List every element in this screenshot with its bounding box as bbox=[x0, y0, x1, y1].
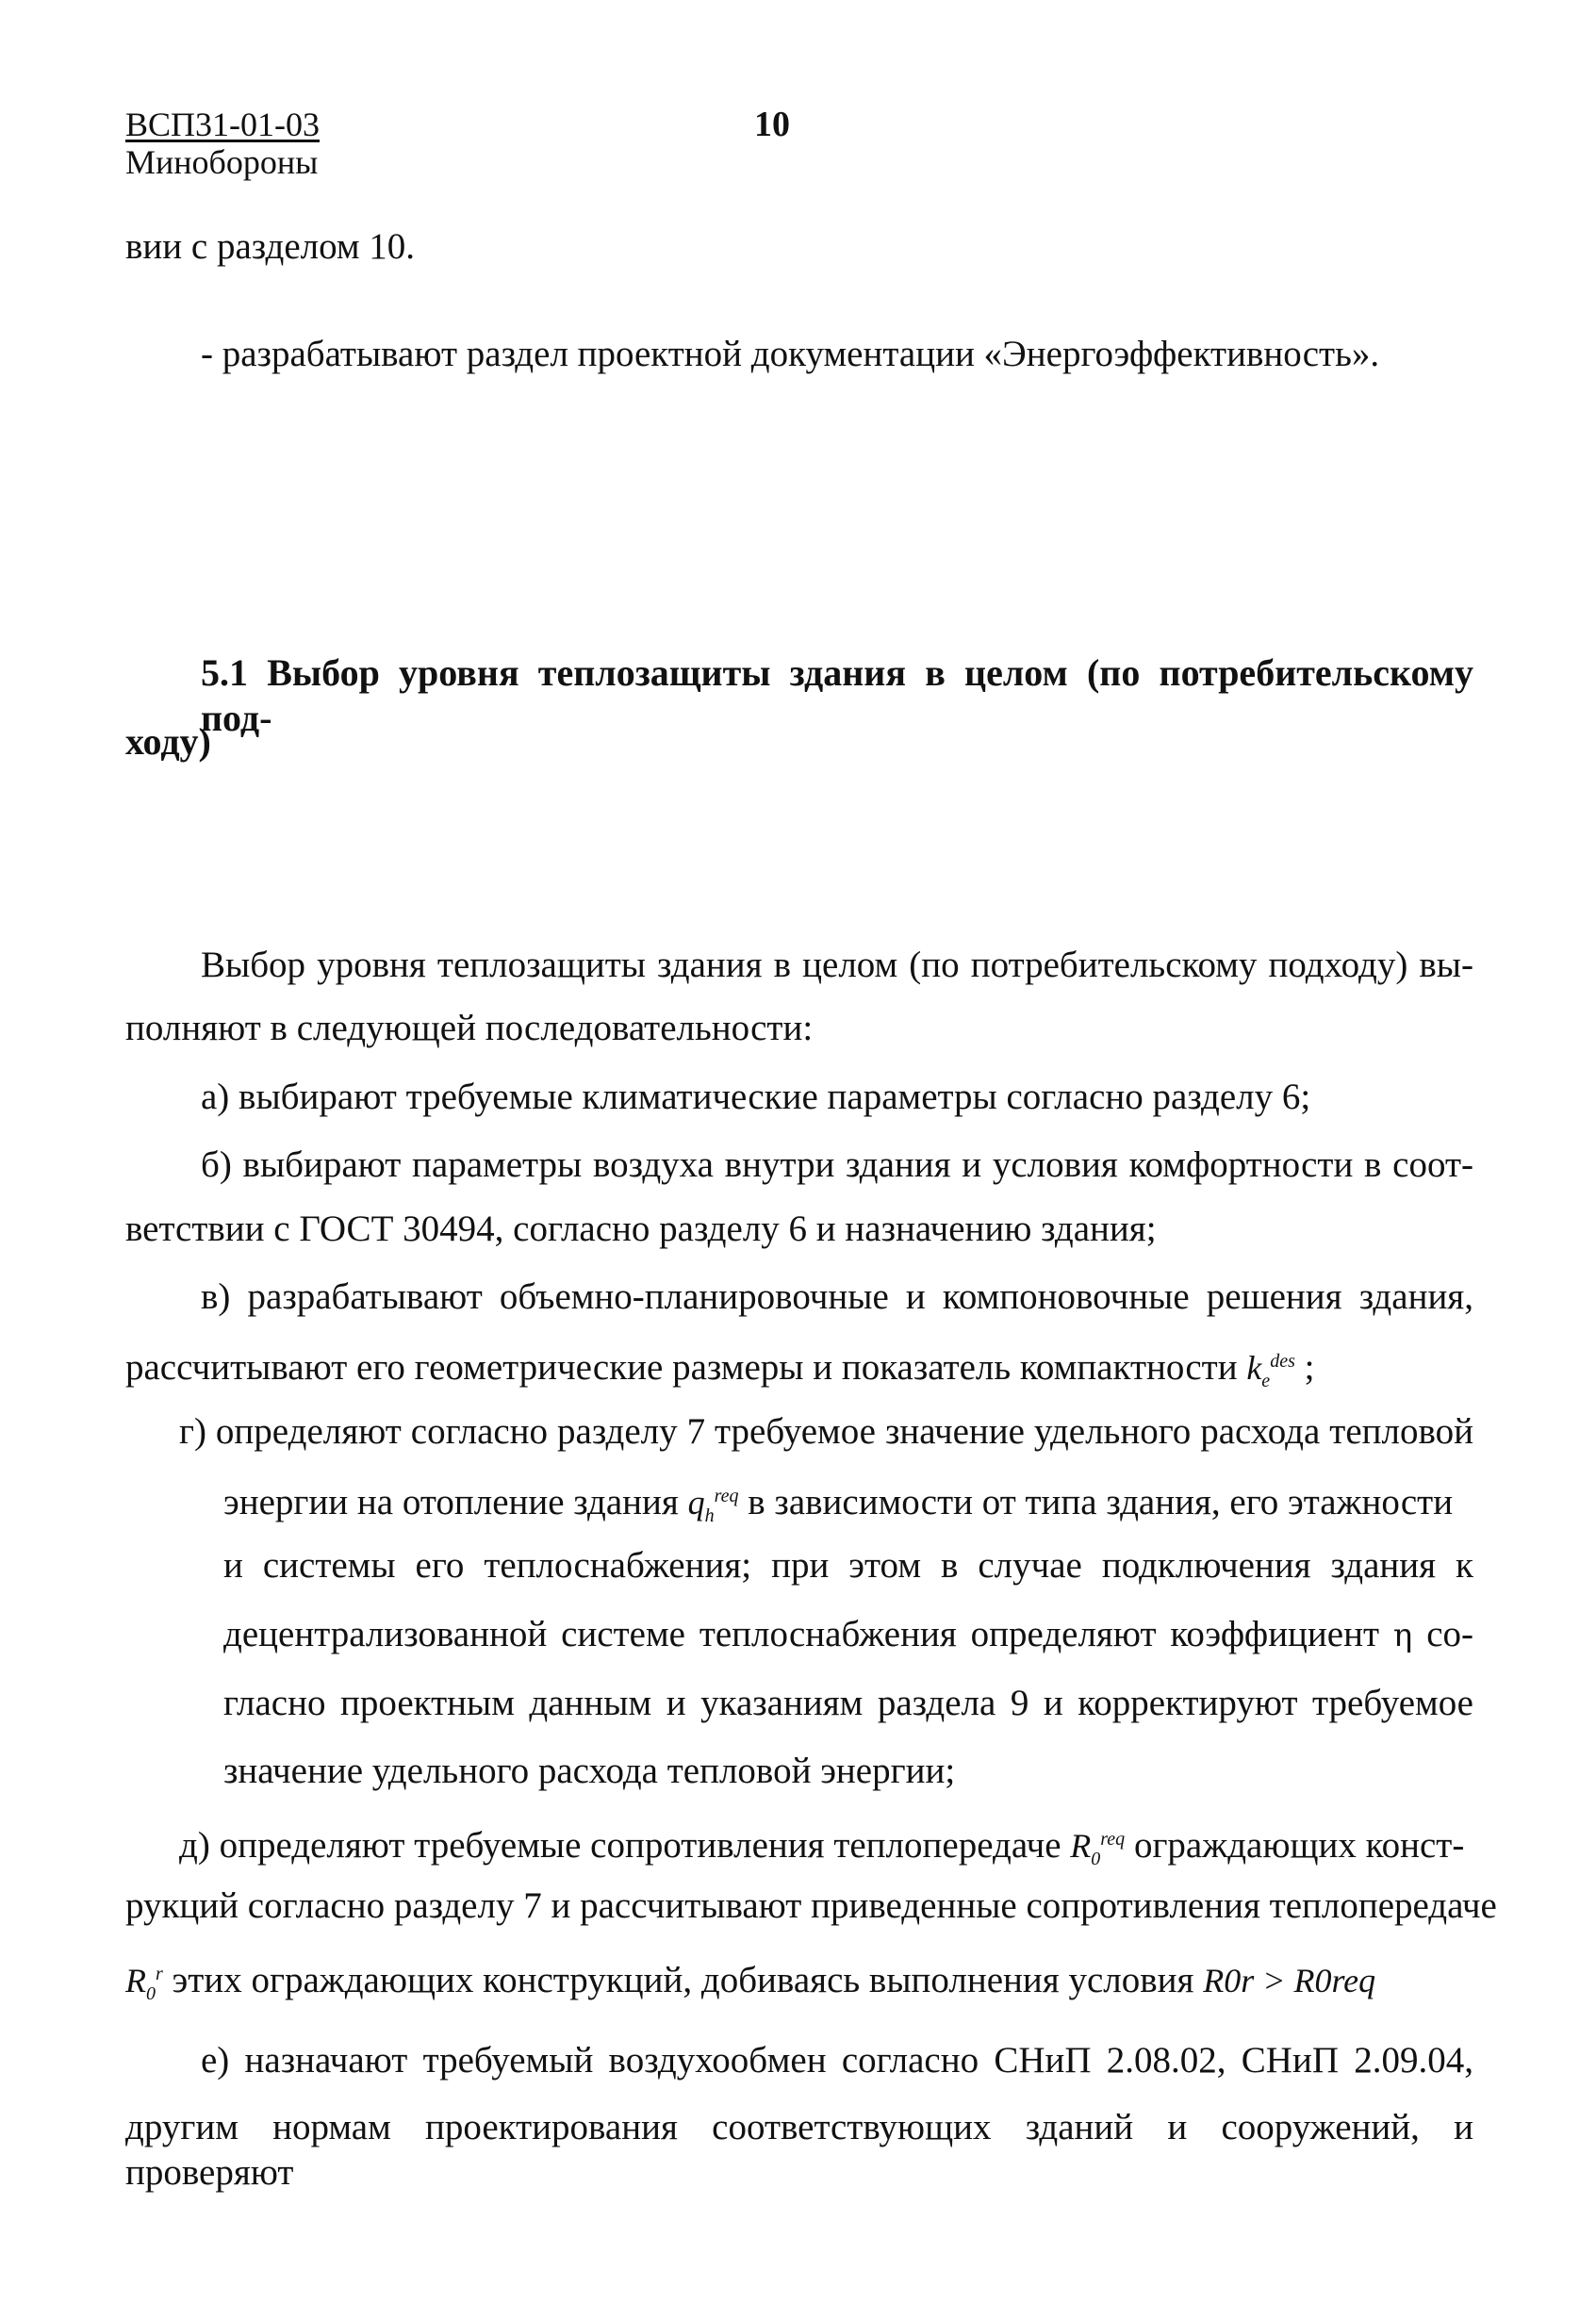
section-heading-line-1: 5.1 Выбор уровня теплозащиты здания в целом (по потребительскому под- bbox=[201, 651, 1473, 739]
item-d-line-1: д) определяют требуемые сопротивления теплопередаче $R_0^{req}$ ограждающих конст- bbox=[179, 1825, 1465, 1870]
item-d-line-3: $R_0^r$ этих ограждающих конструкций, добиваясь выполнения условия R0r > R0req bbox=[125, 1960, 1376, 2005]
eta-symbol: η bbox=[1392, 1617, 1413, 1654]
item-g-line-3: и системы его теплоснабжения; при этом в случае подключения здания к bbox=[223, 1545, 1473, 1586]
continuation-line: вии с разделом 10. bbox=[125, 226, 416, 267]
item-v-line-1: в) разрабатывают объемно-планировочные и компоновочные решения здания, bbox=[201, 1276, 1473, 1317]
resistance-condition: R0r > R0req bbox=[1203, 1962, 1376, 1999]
compactness-symbol: $k_e^{des}$ bbox=[1246, 1349, 1295, 1392]
item-g-line-1: г) определяют согласно разделу 7 требуемое значение удельного расхода тепловой bbox=[179, 1411, 1473, 1452]
item-g-line-6: значение удельного расхода тепловой энергии; bbox=[223, 1751, 956, 1791]
item-a: а) выбирают требуемые климатические параметры согласно разделу 6; bbox=[201, 1077, 1311, 1117]
item-v-line-2-text: рассчитывают его геометрические размеры и показатель компактности bbox=[125, 1347, 1238, 1388]
item-b-line-1: б) выбирают параметры воздуха внутри здания и условия комфортности в соот- bbox=[201, 1144, 1473, 1185]
heat-demand-symbol: $q_h^{req}$ bbox=[687, 1484, 739, 1527]
item-g-line-4: децентрализованной системе теплоснабжения определяют коэффициент η со- bbox=[223, 1614, 1473, 1654]
energy-efficiency-item: - разрабатывают раздел проектной документации «Энергоэффективность». bbox=[201, 334, 1380, 374]
item-e-line-2: другим нормам проектирования соответствующих зданий и сооружений, и проверяют bbox=[125, 2107, 1473, 2193]
item-b-line-2: ветствии с ГОСТ 30494, согласно разделу 6 и назначению здания; bbox=[125, 1209, 1157, 1249]
item-e-line-1: е) назначают требуемый воздухообмен согласно СНиП 2.08.02, СНиП 2.09.04, bbox=[201, 2040, 1473, 2081]
item-v-line-2: рассчитывают его геометрические размеры и показатель компактности $k_e^{des}$ ; bbox=[125, 1347, 1315, 1392]
organization-name: Минобороны bbox=[125, 143, 319, 181]
page-number: 10 bbox=[754, 105, 790, 144]
reduced-resistance-symbol: $R_0^r$ bbox=[125, 1962, 163, 2005]
document-code: ВСП31-01-03 bbox=[125, 106, 320, 143]
item-d-line-2: рукций согласно разделу 7 и рассчитывают приведенные сопротивления теплопередаче bbox=[125, 1885, 1497, 1926]
item-g-line-2: энергии на отопление здания $q_h^{req}$ в зависимости от типа здания, его этажности bbox=[223, 1482, 1454, 1527]
item-g-line-5: гласно проектным данным и указаниям раздела 9 и корректируют требуемое bbox=[223, 1683, 1473, 1723]
section-heading-line-2: ходу) bbox=[125, 720, 211, 763]
intro-line-2: полняют в следующей последовательности: bbox=[125, 1008, 814, 1048]
required-resistance-symbol: $R_0^{req}$ bbox=[1070, 1827, 1126, 1870]
intro-line-1: Выбор уровня теплозащиты здания в целом (по потребительскому подходу) вы- bbox=[201, 945, 1473, 985]
